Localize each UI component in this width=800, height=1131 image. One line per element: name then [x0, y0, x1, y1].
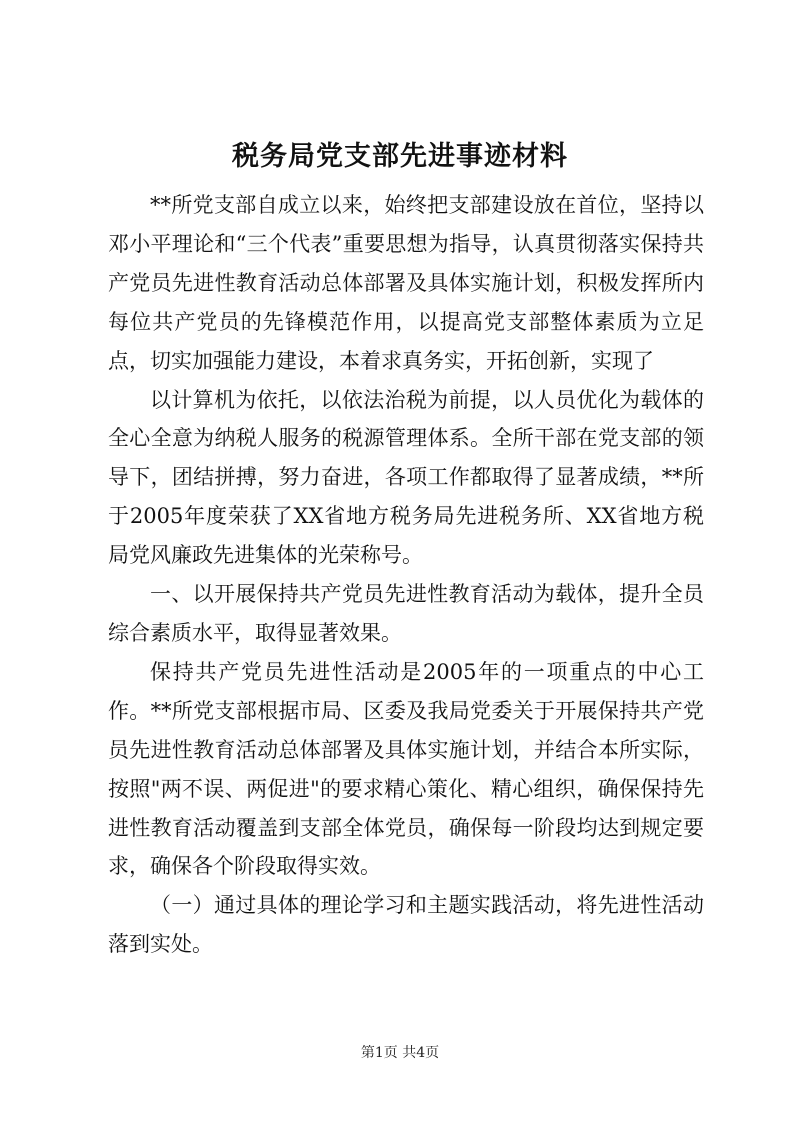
document-title: 税务局党支部先进事迹材料 [232, 141, 568, 172]
subsection-heading-1: （一）通过具体的理论学习和主题实践活动，将先进性活动落到实处。 [108, 893, 704, 957]
paragraph-intro: **所党支部自成立以来，始终把支部建设放在首位，坚持以邓小平理论和“三个代表”重要思想为指导，认真贯彻落实保持共产党员先进性教育活动总体部署及具体实施计划，积极发挥所内每位共产党员的先锋模范作用，以提高党支部整体素质为立足点，切实加强能力建设，本着求真务实，开拓创新，实现了 [108, 193, 704, 373]
document-body [108, 186, 704, 964]
paragraph-activity: 保持共产党员先进性活动是2005年的一项重点的中心工作。**所党支部根据市局、区委及我局党委关于开展保持共产党员先进性教育活动总体部署及具体实施计划，并结合本所实际，按照"两不误、两促进"的要求精心策化、精心组织，确保保持先进性教育活动覆盖到支部全体党员，确保每一阶段均达到规定要求，确保各个阶段取得实效。 [108, 659, 704, 879]
section-heading-1: 一、以开展保持共产党员先进性教育活动为载体，提升全员综合素质水平，取得显著效果。 [108, 582, 704, 645]
page-footer: 第1页 共4页 [360, 1045, 440, 1061]
paragraph-achievements: 以计算机为依托，以依法治税为前提，以人员优化为载体的全心全意为纳税人服务的税源管理体系。全所干部在党支部的领导下，团结拼搏，努力奋进，各项工作都取得了显著成绩，**所于2005年度荣获了XX省地方税务局先进税务所、XX省地方税局党风廉政先进集体的光荣称号。 [108, 387, 704, 568]
